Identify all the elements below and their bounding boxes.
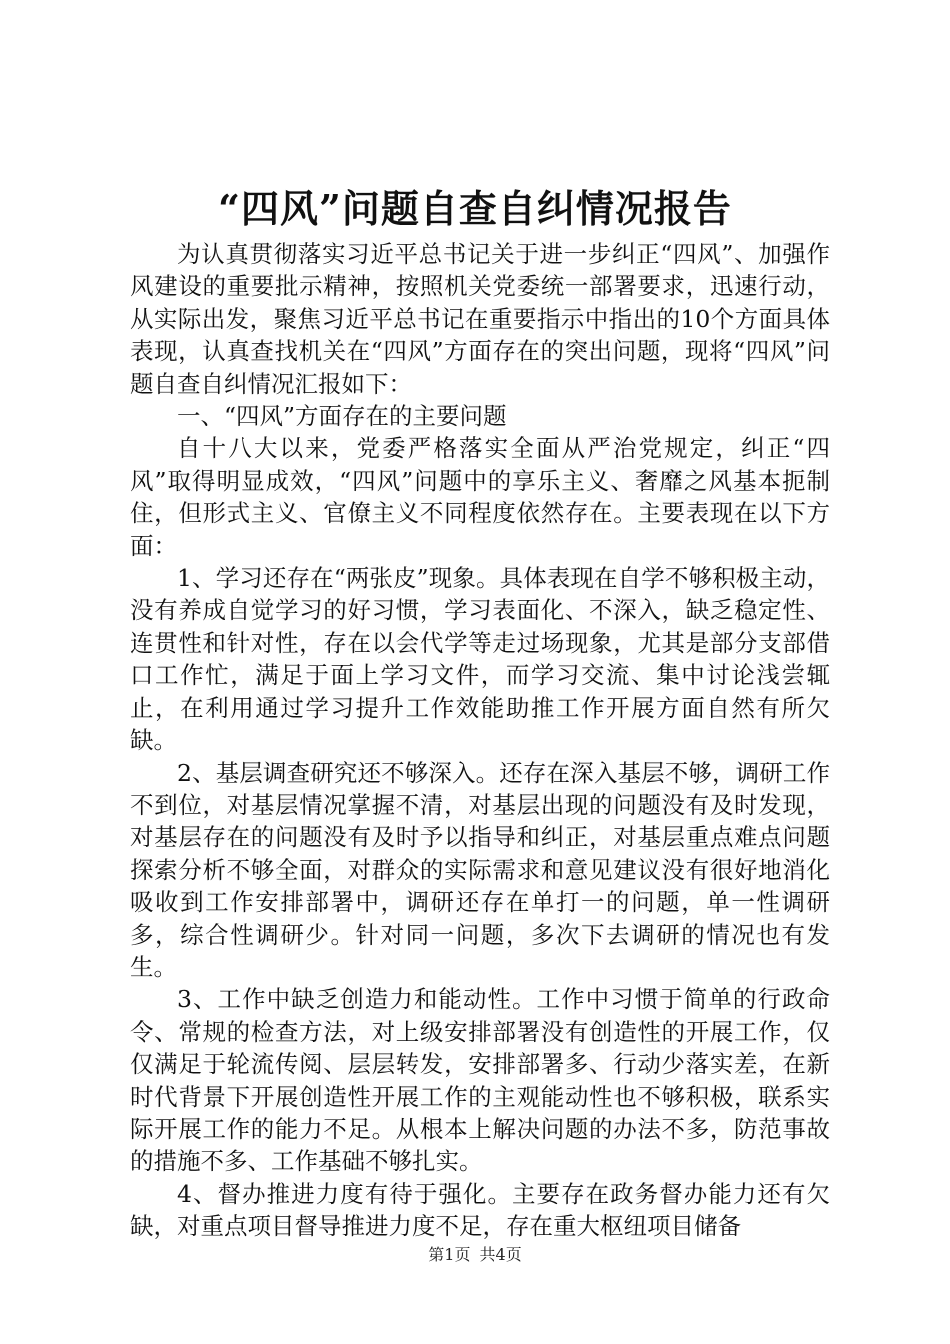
section-heading: 一、“四风”方面存在的主要问题 — [177, 402, 507, 431]
document-body — [130, 238, 830, 1243]
page-number: 第1页 — [428, 1245, 471, 1264]
issue-paragraph-4: 4、督办推进力度有待于强化。主要存在政务督办能力还有欠缺，对重点项目督导推进力度不足，存在重大枢纽项目储备 — [130, 1179, 830, 1241]
document-title: “四风”问题自查自纠情况报告 — [218, 186, 732, 231]
page-total: 共4页 — [479, 1245, 522, 1264]
summary-paragraph: 自十八大以来，党委严格落实全面从严治党规定，纠正“四风”取得明显成效，“四风”问题中的享乐主义、奢靡之风基本扼制住，但形式主义、官僚主义不同程度依然存在。主要表现在以下方面： — [130, 434, 830, 560]
intro-paragraph: 为认真贯彻落实习近平总书记关于进一步纠正“四风”、加强作风建设的重要批示精神，按照机关党委统一部署要求，迅速行动，从实际出发，聚焦习近平总书记在重要指示中指出的10个方面具体表现，认真查找机关在“四风”方面存在的突出问题，现将“四风”问题自查自纠情况汇报如下： — [130, 240, 830, 398]
issue-paragraph-3: 3、工作中缺乏创造力和能动性。工作中习惯于简单的行政命令、常规的检查方法，对上级安排部署没有创造性的开展工作，仅仅满足于轮流传阅、层层转发，安排部署多、行动少落实差，在新时代背景下开展创造性开展工作的主观能动性也不够积极，联系实际开展工作的能力不足。从根本上解决问题的办法不多，防范事故的措施不多、工作基础不够扎实。 — [130, 985, 830, 1176]
issue-paragraph-1: 1、学习还存在“两张皮”现象。具体表现在自学不够积极主动，没有养成自觉学习的好习惯，学习表面化、不深入，缺乏稳定性、连贯性和针对性，存在以会代学等走过场现象，尤其是部分支部借口工作忙，满足于面上学习文件，而学习交流、集中讨论浅尝辄止，在利用通过学习提升工作效能助推工作开展方面自然有所欠缺。 — [130, 564, 830, 755]
issue-paragraph-2: 2、基层调查研究还不够深入。还存在深入基层不够，调研工作不到位，对基层情况掌握不清，对基层出现的问题没有及时发现，对基层存在的问题没有及时予以指导和纠正，对基层重点难点问题探索分析不够全面，对群众的实际需求和意见建议没有很好地消化吸收到工作安排部署中，调研还存在单打一的问题，单一性调研多，综合性调研少。针对同一问题，多次下去调研的情况也有发生。 — [130, 758, 830, 981]
page-footer — [0, 1244, 950, 1266]
